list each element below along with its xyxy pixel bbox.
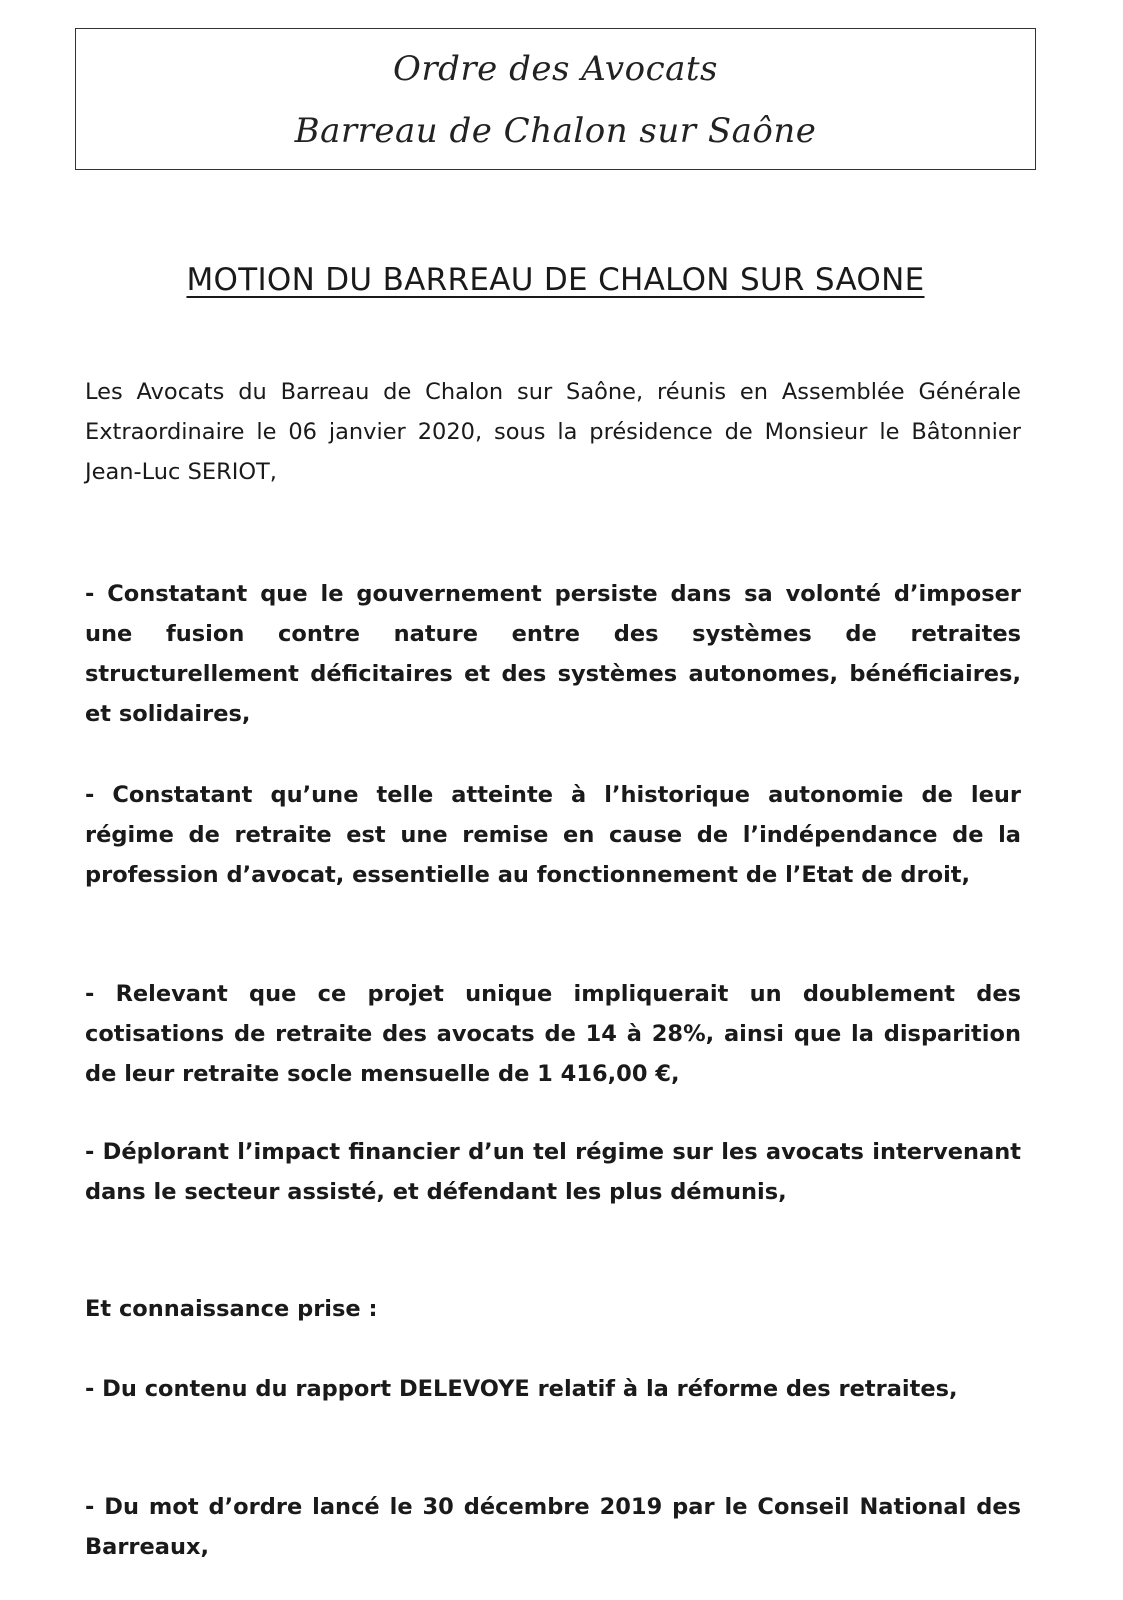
paragraph-constatant-2: - Constatant qu’une telle atteinte à l’historique autonomie de leur régime de retraite est une remise en cause de l’indépendance de la profession d’avocat, essentielle au fonctionnement de l’Etat de droit, <box>85 782 1021 888</box>
paragraph-rapport: - Du contenu du rapport DELEVOYE relatif à la réforme des retraites, <box>85 1376 958 1402</box>
paragraph-mot-ordre: - Du mot d’ordre lancé le 30 décembre 2019 par le Conseil National des Barreaux, <box>85 1494 1021 1560</box>
letterhead-bar: Barreau de Chalon sur Saône <box>294 111 817 151</box>
paragraph-relevant: - Relevant que ce projet unique impliquerait un doublement des cotisations de retraite des avocats de 14 à 28%, ainsi que la disparition de leur retraite socle mensuelle de 1 416,00 €, <box>85 981 1021 1087</box>
paragraph-deplorant: - Déplorant l’impact financier d’un tel régime sur les avocats intervenant dans le secteur assisté, et défendant les plus démunis, <box>85 1139 1021 1205</box>
letterhead-order: Ordre des Avocats <box>393 49 718 89</box>
letterhead-box <box>75 28 1036 170</box>
document-title <box>75 262 1036 298</box>
paragraph-connaissance: Et connaissance prise : <box>85 1296 378 1322</box>
document-title-text: MOTION DU BARREAU DE CHALON SUR SAONE <box>186 262 925 298</box>
paragraph-constatant-1: - Constatant que le gouvernement persiste dans sa volonté d’imposer une fusion contre nature entre des systèmes de retraites structurellement déficitaires et des systèmes autonomes, bénéficiaires, et solidaires, <box>85 581 1021 727</box>
intro-paragraph: Les Avocats du Barreau de Chalon sur Saône, réunis en Assemblée Générale Extraordinaire le 06 janvier 2020, sous la présidence de Monsieur le Bâtonnier Jean-Luc SERIOT, <box>85 379 1021 485</box>
